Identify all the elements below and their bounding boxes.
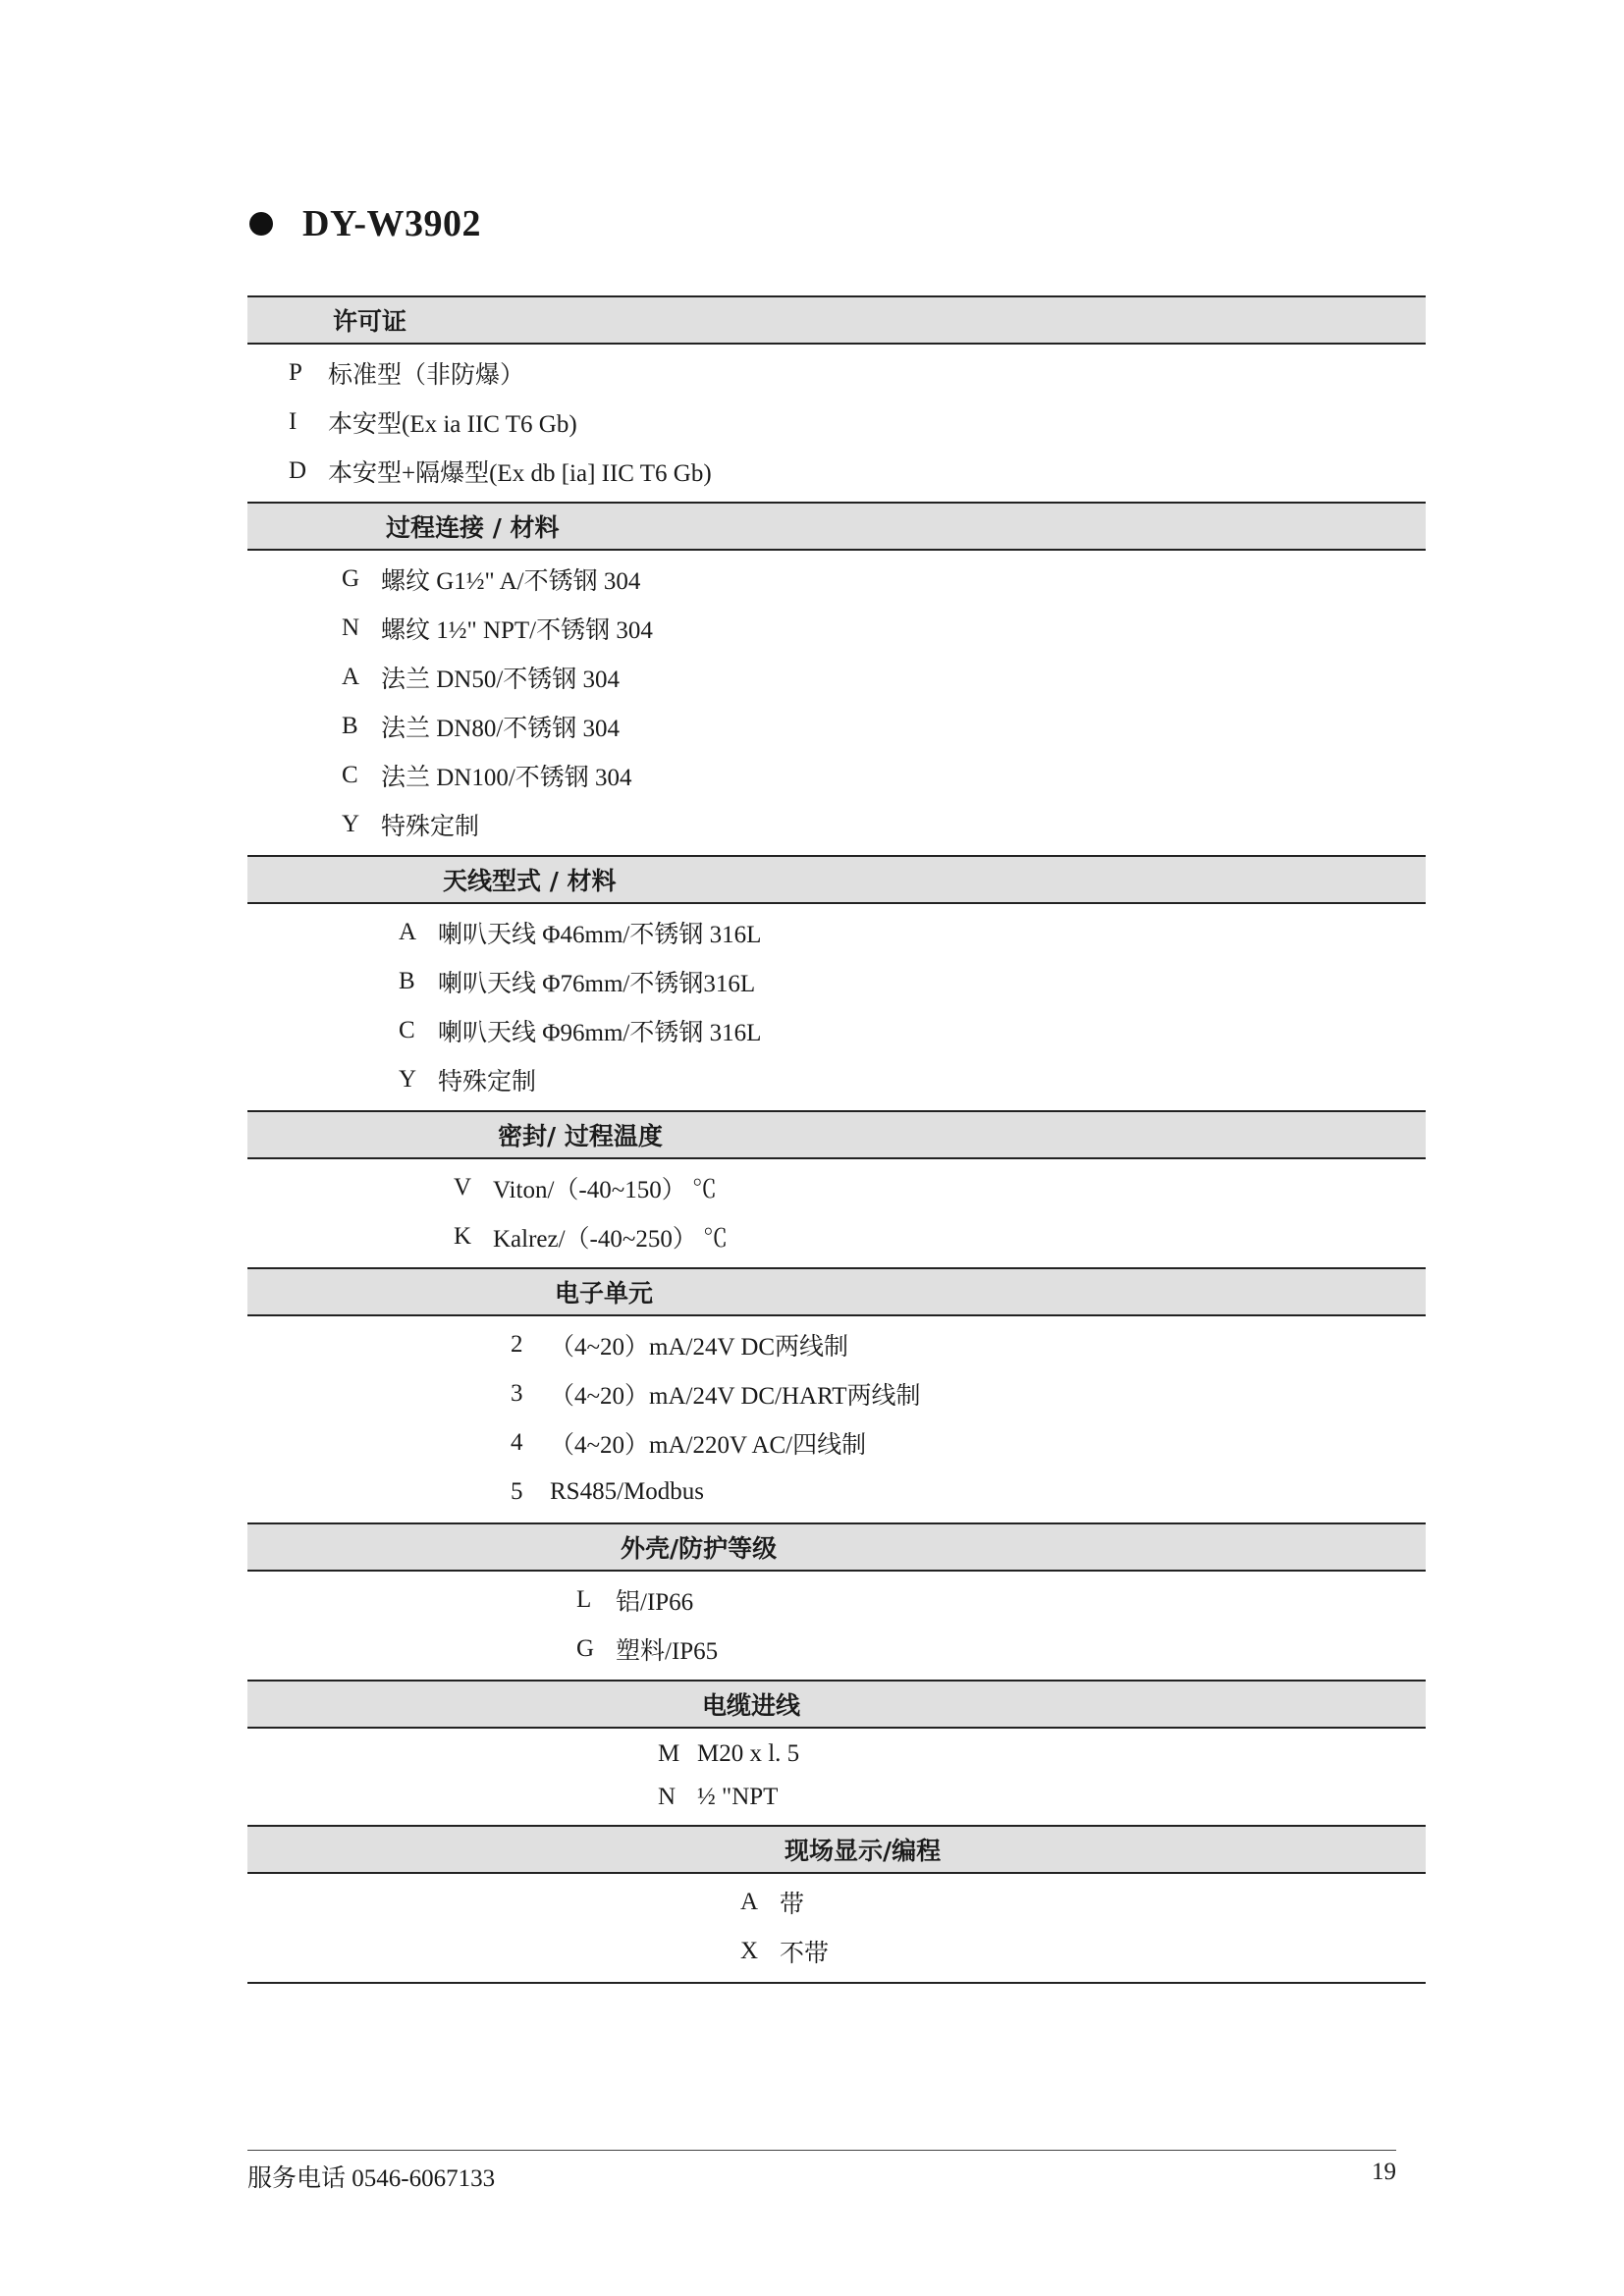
option-list (247, 345, 1426, 502)
option-row (247, 348, 1426, 398)
option-code: M (658, 1740, 680, 1767)
model-title: DY-W3902 (302, 203, 482, 244)
footer-divider (247, 2150, 1396, 2151)
option-list (247, 1316, 1426, 1522)
option-code: G (576, 1635, 595, 1662)
option-code: 3 (511, 1380, 523, 1407)
option-row (247, 1927, 1426, 1976)
option-row (247, 751, 1426, 800)
option-code: C (399, 1017, 415, 1043)
page-footer (247, 2150, 1396, 2194)
option-code: V (454, 1174, 472, 1201)
option-row (247, 908, 1426, 957)
option-code: 5 (511, 1478, 523, 1505)
option-code: A (342, 664, 360, 690)
section-title: 许可证 (333, 307, 407, 336)
option-description: Viton/（-40~150） ℃ (493, 1177, 717, 1203)
option-description: RS485/Modbus (550, 1478, 704, 1505)
option-row (247, 1212, 1426, 1261)
option-code: C (342, 762, 358, 788)
option-description: 喇叭天线 Φ76mm/不锈钢316L (438, 971, 756, 997)
option-code: Y (399, 1066, 417, 1093)
option-row (247, 1733, 1426, 1776)
option-description: （4~20）mA/24V DC两线制 (550, 1334, 849, 1361)
service-phone: 服务电话 0546-6067133 (247, 2165, 496, 2192)
option-list (247, 1159, 1426, 1267)
option-row (247, 1776, 1426, 1819)
option-row (247, 1878, 1426, 1927)
option-row (247, 1418, 1426, 1468)
option-description: M20 x l. 5 (697, 1740, 800, 1767)
option-list (247, 904, 1426, 1110)
option-description: 喇叭天线 Φ96mm/不锈钢 316L (438, 1020, 762, 1046)
section-header (247, 855, 1426, 904)
option-code: A (399, 919, 417, 945)
option-code: L (576, 1586, 592, 1613)
option-code: I (289, 408, 298, 435)
option-row (247, 1369, 1426, 1418)
option-row (247, 702, 1426, 751)
section-title: 外壳/防护等级 (621, 1534, 778, 1563)
option-description: 带 (780, 1892, 805, 1918)
option-code: 2 (511, 1331, 523, 1358)
option-row (247, 800, 1426, 849)
option-row (247, 653, 1426, 702)
section-header (247, 295, 1426, 345)
option-code: D (289, 457, 307, 484)
option-description: 本安型(Ex ia IIC T6 Gb) (328, 411, 577, 438)
option-description: 标准型（非防爆） (328, 362, 525, 389)
option-description: 特殊定制 (381, 814, 480, 840)
option-code: 4 (511, 1429, 523, 1456)
section-header (247, 1680, 1426, 1729)
option-row (247, 447, 1426, 496)
section-header (247, 1522, 1426, 1572)
option-row (247, 1163, 1426, 1212)
option-code: Y (342, 811, 360, 837)
section-title: 过程连接 / 材料 (386, 513, 560, 542)
option-code: X (740, 1938, 759, 1964)
section-header (247, 502, 1426, 551)
option-description: 塑料/IP65 (616, 1638, 719, 1665)
section-header (247, 1267, 1426, 1316)
option-row (247, 555, 1426, 604)
option-description: 螺纹 G1½" A/不锈钢 304 (381, 568, 641, 595)
ordering-code-table (247, 295, 1426, 1984)
option-code: P (289, 359, 302, 386)
option-row (247, 1468, 1426, 1517)
page-title (249, 196, 481, 251)
section-header (247, 1825, 1426, 1874)
option-list (247, 1874, 1426, 1982)
option-description: 法兰 DN100/不锈钢 304 (381, 765, 632, 791)
option-description: 不带 (780, 1941, 830, 1967)
option-description: 铝/IP66 (616, 1589, 694, 1616)
table-bottom-rule (247, 1982, 1426, 1984)
option-list (247, 1572, 1426, 1680)
option-description: 螺纹 1½" NPT/不锈钢 304 (381, 617, 653, 644)
option-description: 特殊定制 (438, 1069, 537, 1095)
section-title: 电缆进线 (702, 1691, 801, 1720)
option-row (247, 957, 1426, 1006)
section-title: 电子单元 (555, 1279, 654, 1308)
section-header (247, 1110, 1426, 1159)
option-code: B (342, 713, 358, 739)
option-description: ½ "NPT (697, 1784, 779, 1810)
option-description: Kalrez/（-40~250） ℃ (493, 1226, 729, 1253)
option-code: K (454, 1223, 472, 1250)
option-code: N (658, 1784, 677, 1810)
option-description: 本安型+隔爆型(Ex db [ia] IIC T6 Gb) (328, 460, 712, 487)
option-description: （4~20）mA/24V DC/HART两线制 (550, 1383, 921, 1410)
option-row (247, 1055, 1426, 1104)
section-title: 密封/ 过程温度 (498, 1122, 663, 1150)
option-row (247, 1006, 1426, 1055)
option-description: 法兰 DN80/不锈钢 304 (381, 716, 621, 742)
option-row (247, 398, 1426, 447)
option-description: 喇叭天线 Φ46mm/不锈钢 316L (438, 922, 762, 948)
option-code: N (342, 614, 360, 641)
option-list (247, 551, 1426, 855)
section-title: 天线型式 / 材料 (443, 867, 617, 895)
option-row (247, 604, 1426, 653)
option-code: A (740, 1889, 759, 1915)
page-number: 19 (1372, 2159, 1396, 2185)
option-row (247, 1575, 1426, 1625)
option-row (247, 1320, 1426, 1369)
option-description: （4~20）mA/220V AC/四线制 (550, 1432, 867, 1459)
option-code: B (399, 968, 415, 994)
option-description: 法兰 DN50/不锈钢 304 (381, 667, 621, 693)
option-code: G (342, 565, 360, 592)
section-title: 现场显示/编程 (785, 1837, 942, 1865)
option-row (247, 1625, 1426, 1674)
option-list (247, 1729, 1426, 1825)
bullet-icon (249, 212, 273, 236)
